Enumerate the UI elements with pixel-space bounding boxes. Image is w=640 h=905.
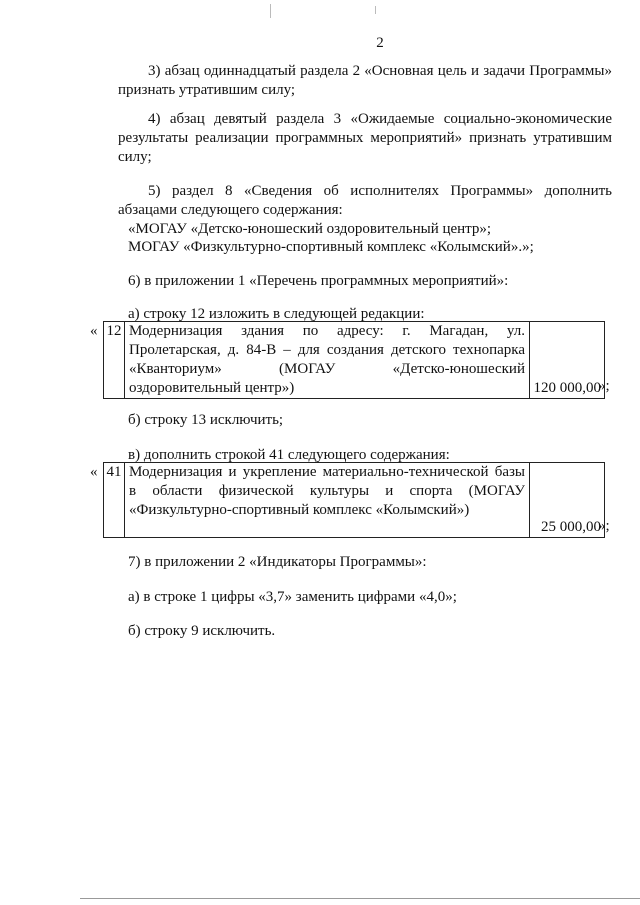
row-41-close-quote: »;	[598, 518, 610, 534]
paragraph-5-line-1: «МОГАУ «Детско-юношеский оздоровительный центр»;	[128, 221, 492, 237]
row-12-text: Модернизация здания по адресу: г. Магадан, ул. Пролетарская, д. 84-В – для создания детского технопарка «Кванториум» (МОГАУ «Детско-юношеский оздоровительный центр»)	[125, 322, 530, 399]
row-12-amount: 120 000,00	[530, 322, 605, 399]
paragraph-7: 7) в приложении 2 «Индикаторы Программы»:	[128, 554, 427, 570]
paragraph-6c: в) дополнить строкой 41 следующего содержания:	[128, 447, 450, 463]
paragraph-6: 6) в приложении 1 «Перечень программных мероприятий»:	[128, 273, 509, 289]
row-41-open-quote: «	[90, 464, 98, 480]
page-number: 2	[376, 35, 384, 51]
scan-artifact	[375, 6, 376, 14]
paragraph-7b: б) строку 9 исключить.	[128, 623, 276, 639]
row-12-number: 12	[104, 322, 125, 399]
paragraph-4: 4) абзац девятый раздела 3 «Ожидаемые социально-экономические результаты реализации программных мероприятий» признать утратившим силу;	[118, 111, 612, 165]
scan-artifact	[270, 4, 271, 18]
paragraph-7a: а) в строке 1 цифры «3,7» заменить цифрами «4,0»;	[128, 589, 457, 605]
row-41-amount: 25 000,00	[530, 463, 605, 538]
row-12-close-quote: »;	[598, 378, 610, 394]
row-41-text: Модернизация и укрепление материально-технической базы в области физической культуры и спорта (МОГАУ «Физкультурно-спортивный комплекс «Колымский»)	[125, 463, 530, 538]
table-row-12	[103, 321, 605, 399]
paragraph-5-line-2: МОГАУ «Физкультурно-спортивный комплекс «Колымский».»;	[128, 239, 534, 255]
paragraph-6b: б) строку 13 исключить;	[128, 412, 284, 428]
row-12-open-quote: «	[90, 323, 98, 339]
paragraph-3: 3) абзац одиннадцатый раздела 2 «Основная цель и задачи Программы» признать утратившим силу;	[118, 63, 612, 98]
paragraph-6a: а) строку 12 изложить в следующей редакции:	[128, 306, 425, 322]
paragraph-5: 5) раздел 8 «Сведения об исполнителях Программы» дополнить абзацами следующего содержания:	[118, 183, 612, 218]
scan-bottom-edge	[80, 898, 640, 899]
table-row-41	[103, 462, 605, 538]
row-41-number: 41	[104, 463, 125, 538]
